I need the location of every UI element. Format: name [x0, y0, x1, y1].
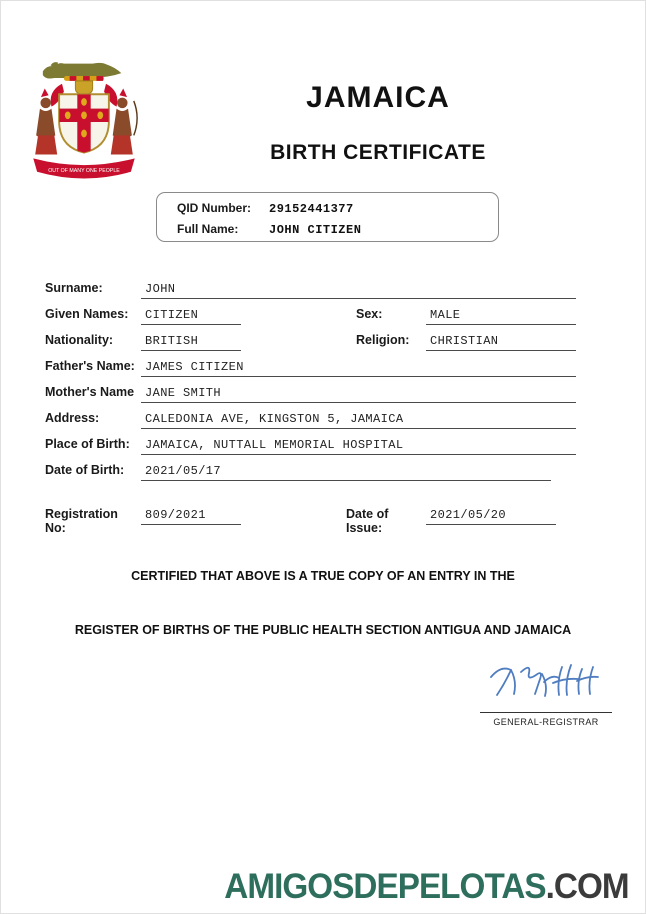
- site-watermark: [225, 867, 629, 907]
- watermark-site-name: AMIGOSDEPELOTAS: [224, 867, 546, 906]
- sex-label: Sex:: [356, 307, 383, 321]
- nationality-label: Nationality:: [45, 333, 114, 347]
- surname-value: JOHN: [141, 282, 576, 299]
- fathers-name-row: [45, 359, 576, 375]
- qid-number-value: 29152441377: [269, 202, 354, 216]
- full-name-row: [177, 222, 498, 239]
- jamaica-coat-of-arms: [21, 55, 147, 189]
- registrar-title: GENERAL-REGISTRAR: [493, 717, 599, 727]
- qid-number-label: QID Number:: [177, 201, 252, 215]
- given-names-value: CITIZEN: [141, 308, 241, 325]
- mothers-name-row: [45, 385, 576, 401]
- date-of-birth-value: 2021/05/17: [141, 464, 551, 481]
- religion-value: CHRISTIAN: [426, 334, 576, 351]
- id-box: [156, 192, 499, 242]
- certification-line-2: REGISTER OF BIRTHS OF THE PUBLIC HEALTH SECTION ANTIGUA AND JAMAICA: [74, 623, 572, 637]
- certification-line-1: CERTIFIED THAT ABOVE IS A TRUE COPY OF AN ENTRY IN THE: [131, 569, 515, 583]
- religion-label: Religion:: [356, 333, 410, 347]
- address-value: CALEDONIA AVE, KINGSTON 5, JAMAICA: [141, 412, 576, 429]
- nationality-value: BRITISH: [141, 334, 241, 351]
- motto-text: OUT OF MANY ONE PEOPLE: [48, 167, 120, 174]
- shield-icon: [59, 94, 109, 153]
- place-of-birth-label: Place of Birth:: [45, 437, 130, 451]
- address-label: Address:: [45, 411, 100, 425]
- registrar-signature-icon: [481, 661, 611, 706]
- surname-label: Surname:: [45, 281, 103, 295]
- given-names-label: Given Names:: [45, 307, 129, 321]
- mothers-name-value: JANE SMITH: [141, 386, 576, 403]
- registration-no-label: Registration No:: [45, 507, 118, 535]
- surname-row: [45, 281, 576, 297]
- registration-no-value: 809/2021: [141, 508, 241, 525]
- date-of-issue-label: Date of Issue:: [346, 507, 389, 535]
- given-names-sex-row: [45, 307, 576, 323]
- full-name-value: JOHN CITIZEN: [269, 223, 362, 237]
- registration-issue-row: [45, 507, 576, 535]
- header: [141, 81, 615, 165]
- watermark-site-tld: .COM: [545, 867, 629, 906]
- motto-banner: [33, 158, 134, 178]
- country-title: JAMAICA: [306, 81, 450, 114]
- qid-row: [177, 201, 498, 218]
- document-title: BIRTH CERTIFICATE: [270, 141, 486, 164]
- mothers-name-label: Mother's Name: [45, 385, 135, 399]
- sex-value: MALE: [426, 308, 576, 325]
- fathers-name-value: JAMES CITIZEN: [141, 360, 576, 377]
- signature-block: [480, 661, 612, 727]
- full-name-label: Full Name:: [177, 222, 239, 236]
- helmet-icon: [75, 81, 92, 94]
- signature-line: [480, 712, 612, 713]
- date-of-issue-value: 2021/05/20: [426, 508, 556, 525]
- date-of-birth-label: Date of Birth:: [45, 463, 125, 477]
- fathers-name-label: Father's Name:: [45, 359, 135, 373]
- torse-icon: [64, 76, 104, 81]
- place-of-birth-value: JAMAICA, NUTTALL MEMORIAL HOSPITAL: [141, 438, 576, 455]
- nationality-religion-row: [45, 333, 576, 349]
- certificate-form: [45, 281, 576, 533]
- date-of-birth-row: [45, 463, 576, 479]
- address-row: [45, 411, 576, 427]
- place-of-birth-row: [45, 437, 576, 453]
- coat-of-arms-icon: [21, 55, 147, 189]
